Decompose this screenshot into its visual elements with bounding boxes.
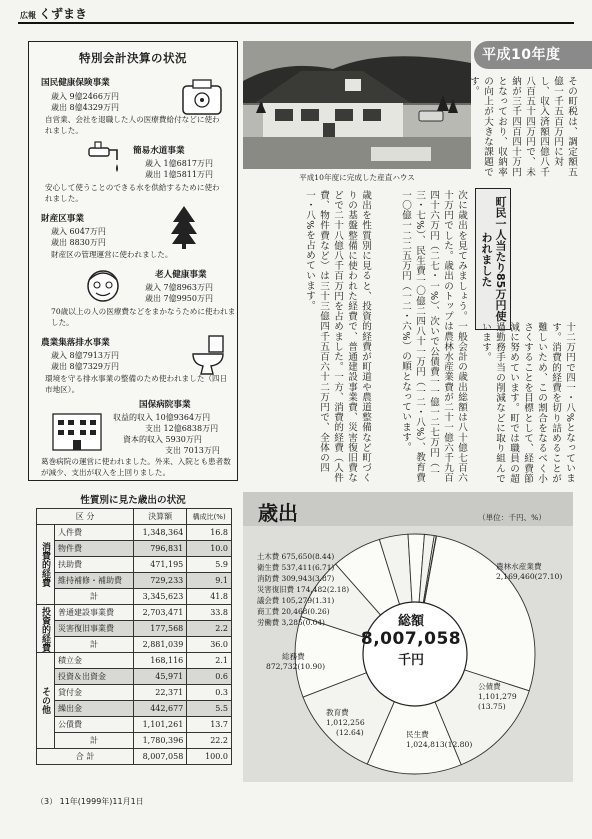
table-cell-ratio: 10.0 — [187, 541, 232, 557]
table-row — [37, 701, 232, 717]
table-header-row — [37, 509, 232, 525]
table-cell-amount: 177,568 — [134, 621, 187, 637]
nogyo-title: 農業集落排水事業 — [41, 338, 110, 348]
small-item: 衛生費 537,411(6.71) — [257, 563, 335, 572]
newsletter-brand: 広報 くずまき — [20, 7, 88, 21]
total-amount: 8,007,058 — [134, 749, 187, 765]
rojin-note: 70歳以上の人の医療費などをまかなうために使われました。 — [51, 307, 236, 327]
header-ratio: 構成比(%) — [187, 509, 232, 525]
total-value: 8,007,058 — [360, 629, 462, 649]
table-cell-item: 計 — [55, 637, 134, 653]
table-cell-ratio: 2.1 — [187, 653, 232, 669]
table-cell-ratio: 0.6 — [187, 669, 232, 685]
label-nourin: 農林水産業費 2,169,460(27.10) — [496, 562, 563, 581]
kokuho-expenditure: 歳出 8億4329万円 — [51, 103, 119, 112]
photo-caption: 平成10年度に完成した産直ハウス — [299, 173, 415, 182]
table-cell-amount: 729,233 — [134, 573, 187, 589]
suido-note: 安心して使うことのできる水を供給するために使われました。 — [45, 183, 220, 203]
table-cell-amount: 45,971 — [134, 669, 187, 685]
label-somu: 総務費 872,732(10.90) — [266, 652, 326, 671]
table-cell-item: 物件費 — [55, 541, 134, 557]
byoin-capital-expenditure: 支出 7013万円 — [165, 446, 220, 455]
table-row — [37, 653, 232, 669]
byoin-title: 国保病院事業 — [139, 400, 191, 410]
total-label: 合 計 — [37, 749, 134, 765]
small-item: 商工費 20,468(0.26) — [257, 607, 330, 616]
table-cell-amount: 22,371 — [134, 685, 187, 701]
table-row — [37, 733, 232, 749]
nogyo-note: 環境を守る排水事業の整備のため使われました（四日市地区）。 — [45, 374, 228, 394]
table-row — [37, 589, 232, 605]
table-cell-ratio: 5.5 — [187, 701, 232, 717]
pie-title: 歳出 — [258, 501, 298, 525]
nogyo-revenue: 歳入 8億7913万円 — [51, 351, 119, 360]
byoin-capital-revenue: 資本的収入 5930万円 — [123, 435, 202, 444]
table-cell-ratio: 22.2 — [187, 733, 232, 749]
table-cell-item: 積立金 — [55, 653, 134, 669]
zaisanku-expenditure: 歳出 8830万円 — [51, 238, 106, 247]
small-item: 議会費 105,279(1.31) — [257, 596, 335, 605]
table-group-label: 消費的経費 — [37, 525, 55, 605]
kokuho-revenue: 歳入 9億2466万円 — [51, 92, 119, 101]
table-group-label: その他 — [37, 653, 55, 749]
table-row — [37, 717, 232, 733]
table-cell-amount: 471,195 — [134, 557, 187, 573]
header-category: 区 分 — [37, 509, 134, 525]
article-heading: 町民一人当たり85万円使われました — [475, 188, 511, 330]
total-label: 総額 — [397, 614, 424, 629]
pie-unit: （単位：千円、%） — [478, 513, 546, 522]
page-footer: （3） 11年(1999年)11月1日 — [36, 797, 144, 806]
kokuho-note: 自営業、会社を退職した人の医療費給付などに使われました。 — [45, 115, 220, 135]
table-cell-ratio: 33.8 — [187, 605, 232, 621]
table-cell-item: 普通建設事業費 — [55, 605, 134, 621]
table-row — [37, 621, 232, 637]
article-column-1: その町税は、調定額五億一千五百万円に対し、収入済額四億八千八百五十四万円で、未納が三千四百四十万円となっており、収納率の向上が大きな課題です。 — [468, 76, 577, 177]
table-cell-amount: 2,881,039 — [134, 637, 187, 653]
small-item: 災害復旧費 174,482(2.18) — [257, 585, 350, 594]
suido-revenue: 歳入 1億6817万円 — [145, 159, 213, 168]
header-rule — [18, 22, 574, 24]
suido-expenditure: 歳出 1億5811万円 — [145, 170, 213, 179]
table-total-row — [37, 749, 232, 765]
special-accounts-title: 特別会計決算の状況 — [79, 51, 187, 65]
table-row — [37, 637, 232, 653]
nogyo-expenditure: 歳出 8億7329万円 — [51, 362, 119, 371]
table-cell-item: 繰出金 — [55, 701, 134, 717]
hospital-building-icon — [47, 402, 107, 454]
table-cell-item: 計 — [55, 589, 134, 605]
label-kosai: 公債費 1,101,279 (13.75) — [478, 682, 517, 711]
pie-total — [346, 610, 476, 668]
table-cell-ratio: 0.3 — [187, 685, 232, 701]
table-row — [37, 605, 232, 621]
table-cell-amount: 2,703,471 — [134, 605, 187, 621]
suido-title: 簡易水道事業 — [133, 146, 185, 156]
table-group-label: 投資的経費 — [37, 605, 55, 653]
expenditure-by-nature-table — [36, 508, 232, 765]
table-row — [37, 669, 232, 685]
table-cell-item: 人件費 — [55, 525, 134, 541]
toilet-icon — [187, 332, 227, 376]
elderly-face-icon — [79, 264, 127, 306]
small-items-list — [257, 551, 349, 628]
table-cell-ratio: 41.8 — [187, 589, 232, 605]
table-title: 性質別に見た歳出の状況 — [80, 495, 186, 506]
rojin-revenue: 歳入 7億8963万円 — [145, 283, 213, 292]
table-cell-item: 貸付金 — [55, 685, 134, 701]
table-row — [37, 685, 232, 701]
table-cell-ratio: 9.1 — [187, 573, 232, 589]
table-cell-amount: 796,831 — [134, 541, 187, 557]
article-column-2: 次に歳出を見てみましょう。一般会計の歳出総額は八十億七百六十万円でした。歳出のトップは農林水産業費が二十一億六千九百四十六万円（二七・一%）、次いで公債費一一億一二七万円（一三・七%）、民生費一〇億二四八十一万円（一二・八%）、教育費一〇億一二二五万円（一二・六%）の順となっています。 — [400, 190, 467, 483]
label-minsei: 民生費 1,024,813(12.80) — [406, 730, 473, 749]
table-cell-item: 投資＆出資金 — [55, 669, 134, 685]
table-cell-amount: 3,345,623 — [134, 589, 187, 605]
table-cell-ratio: 36.0 — [187, 637, 232, 653]
table-cell-amount: 1,780,396 — [134, 733, 187, 749]
table-cell-amount: 168,116 — [134, 653, 187, 669]
total-ratio: 100.0 — [187, 749, 232, 765]
rojin-title: 老人健康事業 — [155, 270, 207, 280]
table-cell-item: 扶助費 — [55, 557, 134, 573]
table-cell-amount: 442,677 — [134, 701, 187, 717]
byoin-operating-expenditure: 支出 12億6838万円 — [145, 424, 219, 433]
kokuho-title: 国民健康保険事業 — [41, 78, 110, 88]
article-column-3: 歳出を性質別に見ると、投資的経費が町道や農道整備など町づくりの基盤整備に使われた経費で、普通建設事業費、災害復旧費などで二十八億八千百万円を占めました。一方、消費的経費（人件費、物件費など）は三十三億四千五百六十二万円で、全体の四一・八%を占めています。 — [304, 190, 371, 483]
table-cell-ratio: 16.8 — [187, 525, 232, 541]
small-item: 土木費 675,650(8.44) — [257, 552, 335, 561]
table-row — [37, 541, 232, 557]
faucet-icon — [83, 138, 127, 180]
table-cell-ratio: 5.9 — [187, 557, 232, 573]
table-row — [37, 557, 232, 573]
small-item: 労働費 3,285(0.04) — [257, 618, 325, 627]
total-unit: 千円 — [397, 653, 424, 668]
tree-icon — [169, 204, 199, 250]
table-cell-item: 計 — [55, 733, 134, 749]
table-cell-ratio: 2.2 — [187, 621, 232, 637]
safe-icon — [177, 76, 227, 120]
header-amount: 決算額 — [134, 509, 187, 525]
zaisanku-note: 財産区の管理運営に使われました。 — [51, 250, 173, 259]
zaisanku-revenue: 歳入 6047万円 — [51, 227, 106, 236]
article-column-4: 十二万円で四一・八%となっています。消費的経費を切り詰めることが難しいため、この割合をなるべく小さくすることを目標として、経費節減に努めています。町では職員の超過勤務手当の削減などに取り組んでいます。 — [480, 322, 575, 484]
table-cell-ratio: 13.7 — [187, 717, 232, 733]
table-cell-item: 災害復旧事業費 — [55, 621, 134, 637]
table-cell-amount: 1,348,364 — [134, 525, 187, 541]
table-row — [37, 525, 232, 541]
rojin-expenditure: 歳出 7億9950万円 — [145, 294, 213, 303]
table-cell-amount: 1,101,261 — [134, 717, 187, 733]
small-item: 消防費 309,943(3.87) — [257, 574, 335, 583]
fiscal-year-banner: 平成10年度 — [474, 41, 592, 69]
table-row — [37, 573, 232, 589]
table-cell-item: 維持補修・補助費 — [55, 573, 134, 589]
zaisanku-title: 財産区事業 — [41, 214, 84, 224]
byoin-operating-revenue: 収益的収入 10億9364万円 — [113, 413, 211, 422]
table-cell-item: 公債費 — [55, 717, 134, 733]
photo-direct-sales-house — [243, 41, 471, 169]
label-kyoiku: 教育費 1,012,256 (12.64) — [326, 708, 365, 737]
byoin-note: 葛巻病院の運営に使われました。外来、入院とも患者数が減少、支出が収入を上回りました。 — [41, 457, 231, 477]
special-accounts-box — [28, 41, 238, 481]
